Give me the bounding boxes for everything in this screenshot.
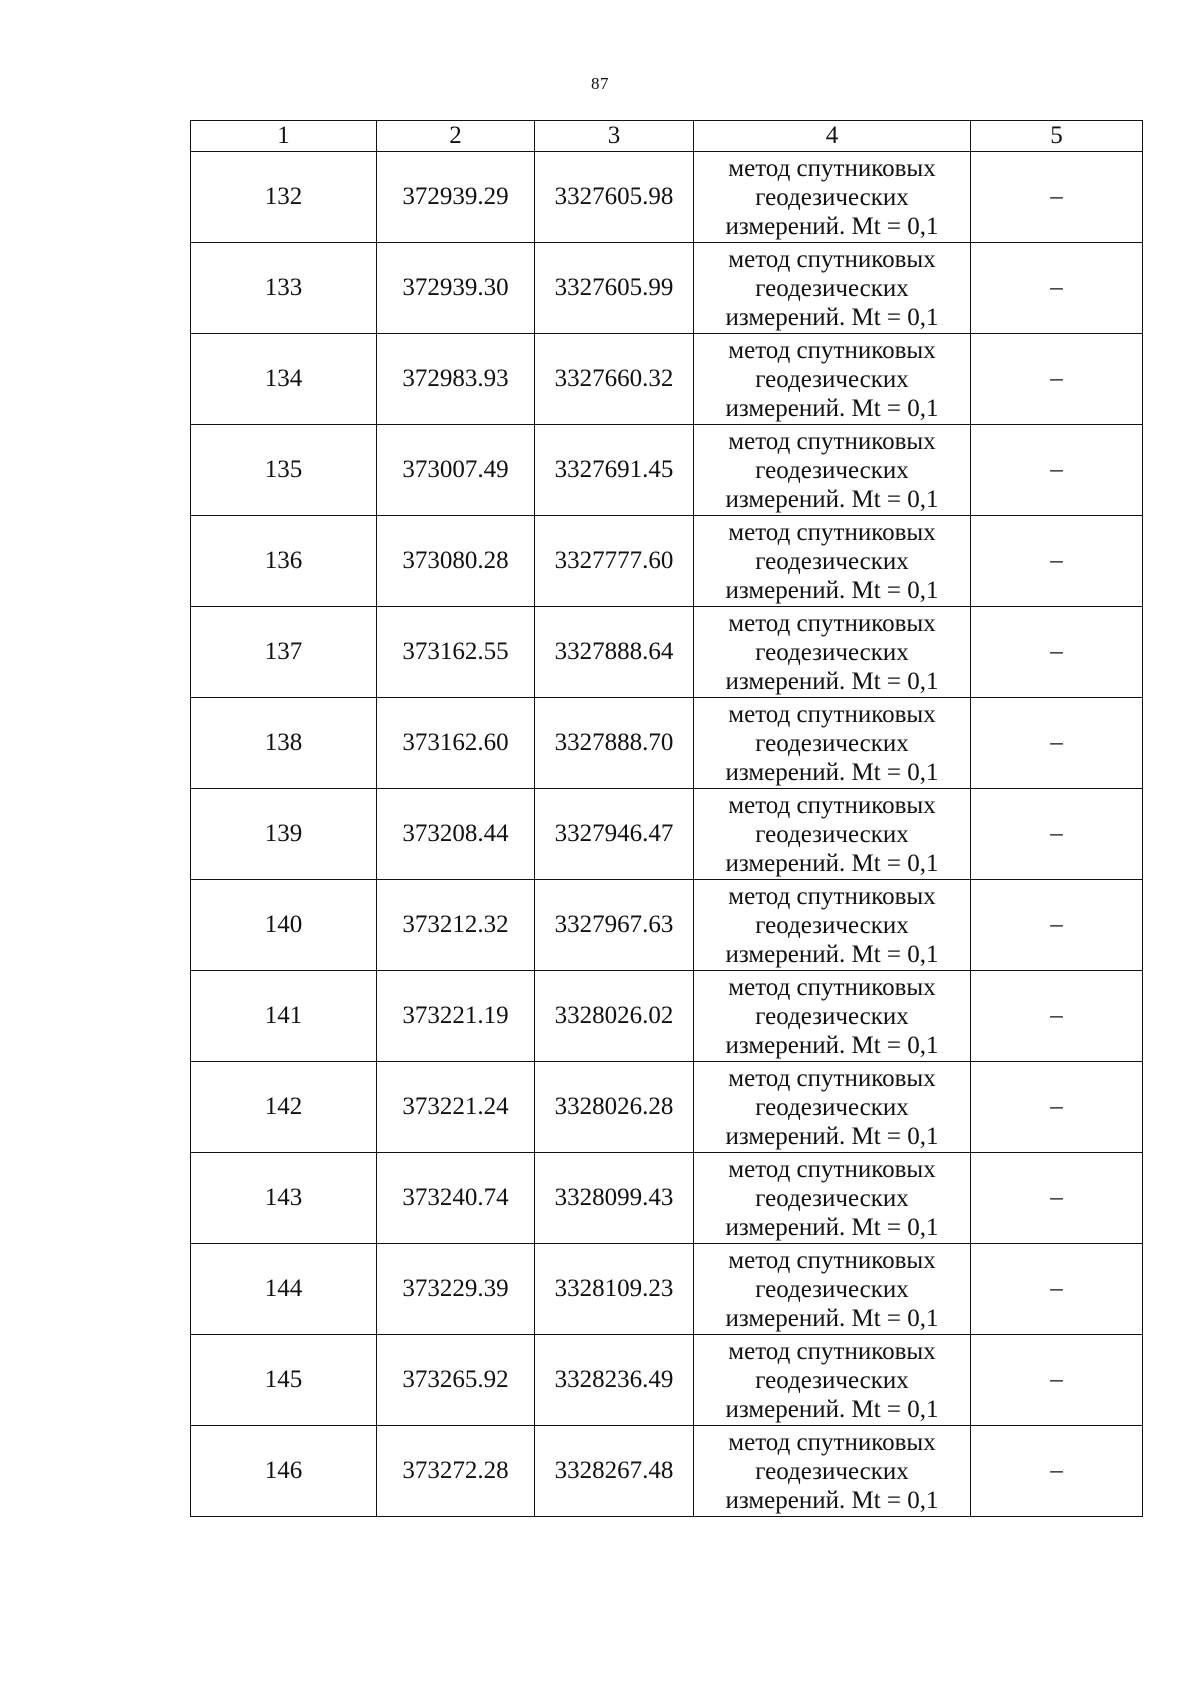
table-row xyxy=(191,789,1143,880)
note-cell-text: – xyxy=(1050,820,1063,847)
y-coordinate-cell-text: 3328109.23 xyxy=(554,1275,674,1302)
note-cell xyxy=(971,425,1143,516)
method-cell-text: метод спутниковых геодезических измерений. Mt = 0,1 xyxy=(725,609,939,695)
table-row xyxy=(191,1244,1143,1335)
point-number-cell xyxy=(191,152,377,243)
x-coordinate-cell-text: 373162.60 xyxy=(402,729,509,756)
table-row xyxy=(191,971,1143,1062)
y-coordinate-cell-text: 3328026.02 xyxy=(554,1002,674,1029)
column-header-1: 1 xyxy=(191,121,377,152)
note-cell-text: – xyxy=(1050,274,1063,301)
y-coordinate-cell xyxy=(535,698,694,789)
x-coordinate-cell-text: 373080.28 xyxy=(402,547,509,574)
point-number-cell-text: 143 xyxy=(264,1184,303,1211)
method-cell-text: метод спутниковых геодезических измерений. Mt = 0,1 xyxy=(725,1064,939,1150)
y-coordinate-cell-text: 3327660.32 xyxy=(554,365,674,392)
point-number-cell-text: 133 xyxy=(264,274,303,301)
x-coordinate-cell-text: 373240.74 xyxy=(402,1184,509,1211)
method-cell-text: метод спутниковых геодезических измерений. Mt = 0,1 xyxy=(725,1246,939,1332)
note-cell xyxy=(971,1153,1143,1244)
y-coordinate-cell-text: 3327777.60 xyxy=(554,547,674,574)
x-coordinate-cell-text: 373162.55 xyxy=(402,638,509,665)
table-row xyxy=(191,607,1143,698)
note-cell xyxy=(971,1426,1143,1517)
x-coordinate-cell xyxy=(377,880,535,971)
method-cell xyxy=(694,425,971,516)
note-cell xyxy=(971,789,1143,880)
note-cell-text: – xyxy=(1050,183,1063,210)
y-coordinate-cell-text: 3327888.70 xyxy=(554,729,674,756)
note-cell xyxy=(971,971,1143,1062)
x-coordinate-cell xyxy=(377,1335,535,1426)
point-number-cell xyxy=(191,971,377,1062)
y-coordinate-cell xyxy=(535,1062,694,1153)
point-number-cell-text: 144 xyxy=(264,1275,303,1302)
x-coordinate-cell xyxy=(377,243,535,334)
method-cell xyxy=(694,971,971,1062)
table-row xyxy=(191,1335,1143,1426)
note-cell-text: – xyxy=(1050,1275,1063,1302)
note-cell xyxy=(971,1244,1143,1335)
note-cell xyxy=(971,607,1143,698)
y-coordinate-cell xyxy=(535,880,694,971)
y-coordinate-cell xyxy=(535,1244,694,1335)
note-cell-text: – xyxy=(1050,729,1063,756)
note-cell-text: – xyxy=(1050,1093,1063,1120)
note-cell-text: – xyxy=(1050,638,1063,665)
note-cell xyxy=(971,516,1143,607)
table-row xyxy=(191,334,1143,425)
column-header-2: 2 xyxy=(377,121,535,152)
y-coordinate-cell-text: 3327888.64 xyxy=(554,638,674,665)
note-cell-text: – xyxy=(1050,911,1063,938)
y-coordinate-cell xyxy=(535,1153,694,1244)
y-coordinate-cell-text: 3328099.43 xyxy=(554,1184,674,1211)
x-coordinate-cell-text: 373272.28 xyxy=(402,1457,509,1484)
table-row xyxy=(191,1153,1143,1244)
method-cell xyxy=(694,516,971,607)
note-cell xyxy=(971,1335,1143,1426)
y-coordinate-cell xyxy=(535,971,694,1062)
x-coordinate-cell-text: 373229.39 xyxy=(402,1275,509,1302)
x-coordinate-cell xyxy=(377,334,535,425)
y-coordinate-cell xyxy=(535,1426,694,1517)
table-row xyxy=(191,1426,1143,1517)
x-coordinate-cell xyxy=(377,1153,535,1244)
y-coordinate-cell-text: 3328267.48 xyxy=(554,1457,674,1484)
point-number-cell xyxy=(191,334,377,425)
method-cell-text: метод спутниковых геодезических измерений. Mt = 0,1 xyxy=(725,1428,939,1514)
point-number-cell-text: 141 xyxy=(264,1002,303,1029)
method-cell-text: метод спутниковых геодезических измерений. Mt = 0,1 xyxy=(725,973,939,1059)
point-number-cell xyxy=(191,607,377,698)
point-number-cell xyxy=(191,1426,377,1517)
page-number: 87 xyxy=(591,74,609,93)
method-cell xyxy=(694,1244,971,1335)
x-coordinate-cell xyxy=(377,789,535,880)
point-number-cell xyxy=(191,1335,377,1426)
table-row xyxy=(191,880,1143,971)
note-cell-text: – xyxy=(1050,1184,1063,1211)
point-number-cell-text: 145 xyxy=(264,1366,303,1393)
x-coordinate-cell-text: 373007.49 xyxy=(402,456,509,483)
method-cell-text: метод спутниковых геодезических измерений. Mt = 0,1 xyxy=(725,1337,939,1423)
method-cell-text: метод спутниковых геодезических измерений. Mt = 0,1 xyxy=(725,427,939,513)
method-cell-text: метод спутниковых геодезических измерений. Mt = 0,1 xyxy=(725,882,939,968)
y-coordinate-cell xyxy=(535,152,694,243)
note-cell-text: – xyxy=(1050,1457,1063,1484)
y-coordinate-cell xyxy=(535,334,694,425)
method-cell xyxy=(694,243,971,334)
note-cell-text: – xyxy=(1050,456,1063,483)
x-coordinate-cell-text: 372939.30 xyxy=(402,274,509,301)
method-cell-text: метод спутниковых геодезических измерений. Mt = 0,1 xyxy=(725,700,939,786)
note-cell-text: – xyxy=(1050,547,1063,574)
note-cell xyxy=(971,334,1143,425)
x-coordinate-cell xyxy=(377,971,535,1062)
y-coordinate-cell-text: 3327605.98 xyxy=(554,183,674,210)
x-coordinate-cell-text: 373208.44 xyxy=(402,820,509,847)
y-coordinate-cell-text: 3327946.47 xyxy=(554,820,674,847)
method-cell-text: метод спутниковых геодезических измерений. Mt = 0,1 xyxy=(725,1155,939,1241)
method-cell xyxy=(694,334,971,425)
table-row xyxy=(191,152,1143,243)
y-coordinate-cell xyxy=(535,516,694,607)
note-cell xyxy=(971,880,1143,971)
point-number-cell xyxy=(191,1244,377,1335)
method-cell-text: метод спутниковых геодезических измерений. Mt = 0,1 xyxy=(725,245,939,331)
x-coordinate-cell-text: 373212.32 xyxy=(402,911,509,938)
table-header-row xyxy=(191,121,1143,152)
method-cell-text: метод спутниковых геодезических измерений. Mt = 0,1 xyxy=(725,154,939,240)
y-coordinate-cell-text: 3328026.28 xyxy=(554,1093,674,1120)
x-coordinate-cell xyxy=(377,1426,535,1517)
point-number-cell-text: 139 xyxy=(264,820,303,847)
note-cell xyxy=(971,698,1143,789)
method-cell xyxy=(694,152,971,243)
x-coordinate-cell xyxy=(377,1062,535,1153)
point-number-cell xyxy=(191,1153,377,1244)
table-row xyxy=(191,698,1143,789)
x-coordinate-cell-text: 372939.29 xyxy=(402,183,509,210)
point-number-cell-text: 146 xyxy=(264,1457,303,1484)
column-header-3: 3 xyxy=(535,121,694,152)
point-number-cell xyxy=(191,1062,377,1153)
point-number-cell-text: 134 xyxy=(264,365,303,392)
point-number-cell xyxy=(191,425,377,516)
point-number-cell xyxy=(191,516,377,607)
x-coordinate-cell-text: 373221.24 xyxy=(402,1093,509,1120)
point-number-cell-text: 137 xyxy=(264,638,303,665)
x-coordinate-cell-text: 373221.19 xyxy=(402,1002,509,1029)
note-cell xyxy=(971,243,1143,334)
method-cell xyxy=(694,1335,971,1426)
y-coordinate-cell-text: 3327691.45 xyxy=(554,456,674,483)
table-row xyxy=(191,1062,1143,1153)
point-number-cell-text: 140 xyxy=(264,911,303,938)
method-cell xyxy=(694,880,971,971)
y-coordinate-cell xyxy=(535,425,694,516)
method-cell-text: метод спутниковых геодезических измерений. Mt = 0,1 xyxy=(725,791,939,877)
y-coordinate-cell-text: 3327967.63 xyxy=(554,911,674,938)
x-coordinate-cell xyxy=(377,607,535,698)
method-cell xyxy=(694,789,971,880)
table-row xyxy=(191,516,1143,607)
note-cell-text: – xyxy=(1050,1002,1063,1029)
x-coordinate-cell-text: 372983.93 xyxy=(402,365,509,392)
x-coordinate-cell-text: 373265.92 xyxy=(402,1366,509,1393)
note-cell-text: – xyxy=(1050,365,1063,392)
method-cell xyxy=(694,1153,971,1244)
y-coordinate-cell xyxy=(535,789,694,880)
point-number-cell xyxy=(191,880,377,971)
column-header-4: 4 xyxy=(694,121,971,152)
point-number-cell-text: 136 xyxy=(264,547,303,574)
note-cell xyxy=(971,1062,1143,1153)
point-number-cell-text: 132 xyxy=(264,183,303,210)
x-coordinate-cell xyxy=(377,425,535,516)
point-number-cell-text: 142 xyxy=(264,1093,303,1120)
coordinates-table xyxy=(190,120,1143,1517)
y-coordinate-cell-text: 3328236.49 xyxy=(554,1366,674,1393)
method-cell xyxy=(694,607,971,698)
note-cell-text: – xyxy=(1050,1366,1063,1393)
table-row xyxy=(191,425,1143,516)
x-coordinate-cell xyxy=(377,152,535,243)
y-coordinate-cell-text: 3327605.99 xyxy=(554,274,674,301)
x-coordinate-cell xyxy=(377,698,535,789)
table-body xyxy=(191,152,1143,1517)
y-coordinate-cell xyxy=(535,243,694,334)
point-number-cell-text: 138 xyxy=(264,729,303,756)
note-cell xyxy=(971,152,1143,243)
point-number-cell xyxy=(191,698,377,789)
method-cell xyxy=(694,1426,971,1517)
y-coordinate-cell xyxy=(535,1335,694,1426)
method-cell xyxy=(694,698,971,789)
y-coordinate-cell xyxy=(535,607,694,698)
point-number-cell xyxy=(191,789,377,880)
column-header-5: 5 xyxy=(971,121,1143,152)
x-coordinate-cell xyxy=(377,1244,535,1335)
method-cell xyxy=(694,1062,971,1153)
x-coordinate-cell xyxy=(377,516,535,607)
point-number-cell xyxy=(191,243,377,334)
method-cell-text: метод спутниковых геодезических измерений. Mt = 0,1 xyxy=(725,518,939,604)
method-cell-text: метод спутниковых геодезических измерений. Mt = 0,1 xyxy=(725,336,939,422)
table-row xyxy=(191,243,1143,334)
point-number-cell-text: 135 xyxy=(264,456,303,483)
